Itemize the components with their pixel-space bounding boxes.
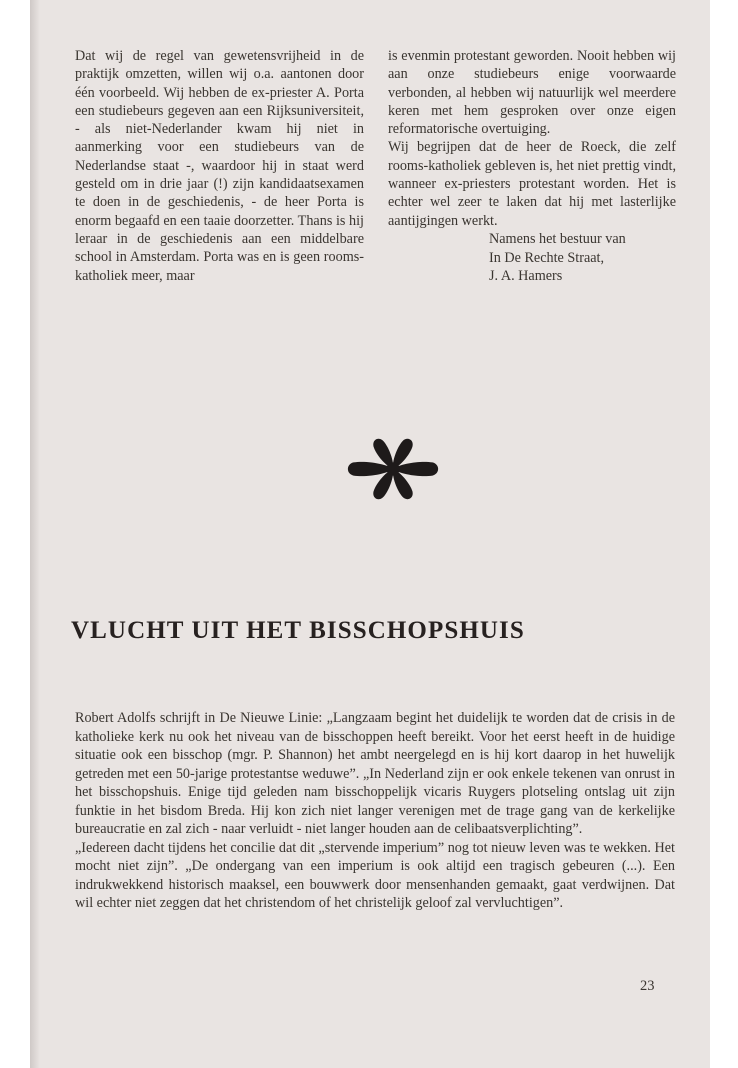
page-edge-shadow	[30, 0, 40, 1068]
signature-line-3: J. A. Hamers	[489, 268, 563, 285]
page-number: 23	[640, 978, 655, 994]
asterisk-ornament-icon	[346, 435, 440, 503]
right-column-paragraph-2: Wij begrijpen dat de heer de Roeck, die zelf rooms-katholiek gebleven is, het niet prettig vindt, wanneer ex-priesters protestant worden. Het is echter wel zeer te laken dat hij met lasterlijke aantijgingen werkt.	[388, 139, 676, 229]
article-paragraph-2: „Iedereen dacht tijdens het concilie dat dit „stervende imperium” nog tot nieuw leven was te wekken. Het mocht niet zijn”. „De ondergang van een imperium is ook altijd een tragisch gebeuren (...). Een indrukwekkend historisch maaksel, een bouwwerk door mensenhanden gemaakt, gaat verdwijnen. Dat wil echter niet zeggen dat het christendom of het christelijk geloof zal vervluchtigen”.	[75, 839, 675, 911]
document-page	[30, 0, 710, 1068]
article-body	[75, 709, 675, 913]
right-column	[388, 47, 676, 286]
signature-line-1: Namens het bestuur van	[489, 230, 626, 247]
article-heading: VLUCHT UIT HET BISSCHOPSHUIS	[71, 617, 525, 644]
signature-line-2: In De Rechte Straat,	[489, 249, 605, 266]
left-column-paragraph: Dat wij de regel van gewetensvrijheid in de praktijk omzetten, willen wij o.a. aantonen door één voorbeeld. Wij hebben de ex-priester A. Porta een studiebeurs gegeven aan een Rijksuniversiteit, - als niet-Nederlander kwam hij niet in aanmerking voor een studiebeurs van de Nederlandse staat -, waardoor hij in staat werd gesteld om in drie jaar (!) zijn kandidaatsexamen te doen in de geschiedenis, - de heer Porta is enorm begaafd en een taaie doorzetter. Thans is hij leraar in de geschiedenis aan een middelbare school in Amsterdam. Porta was en is geen rooms-katholiek meer, maar	[75, 48, 364, 284]
article-paragraph-1: Robert Adolfs schrijft in De Nieuwe Linie: „Langzaam begint het duidelijk te worden dat de crisis in de katholieke kerk nu ook het niveau van de bisschoppen heeft bereikt. Voor het eerst heeft in de huidige situatie ook een bisschop (mgr. P. Shannon) het ambt neergelegd en is hij kort daarop in het huwelijk getreden met een 50-jarige protestantse weduwe”. „In Nederland zijn er ook enkele tekenen van onrust in het bisschopshuis. Enige tijd geleden nam bisschoppelijk vicaris Ruygers plotseling ontslag uit zijn funktie in het bisdom Breda. Hij kon zich niet langer verenigen met de trage gang van de kerkelijke bureaucratie en zal zich - naar verluidt - niet langer houden aan de celibaatsverplichting”.	[75, 710, 675, 837]
left-column	[75, 47, 364, 285]
right-column-paragraph-1: is evenmin protestant geworden. Nooit hebben wij aan onze studiebeurs enige voorwaarde verbonden, al hebben wij natuurlijk wel meerdere keren met hem gesproken over onze eigen reformatorische overtuiging.	[388, 48, 676, 138]
signature-block	[489, 230, 676, 286]
